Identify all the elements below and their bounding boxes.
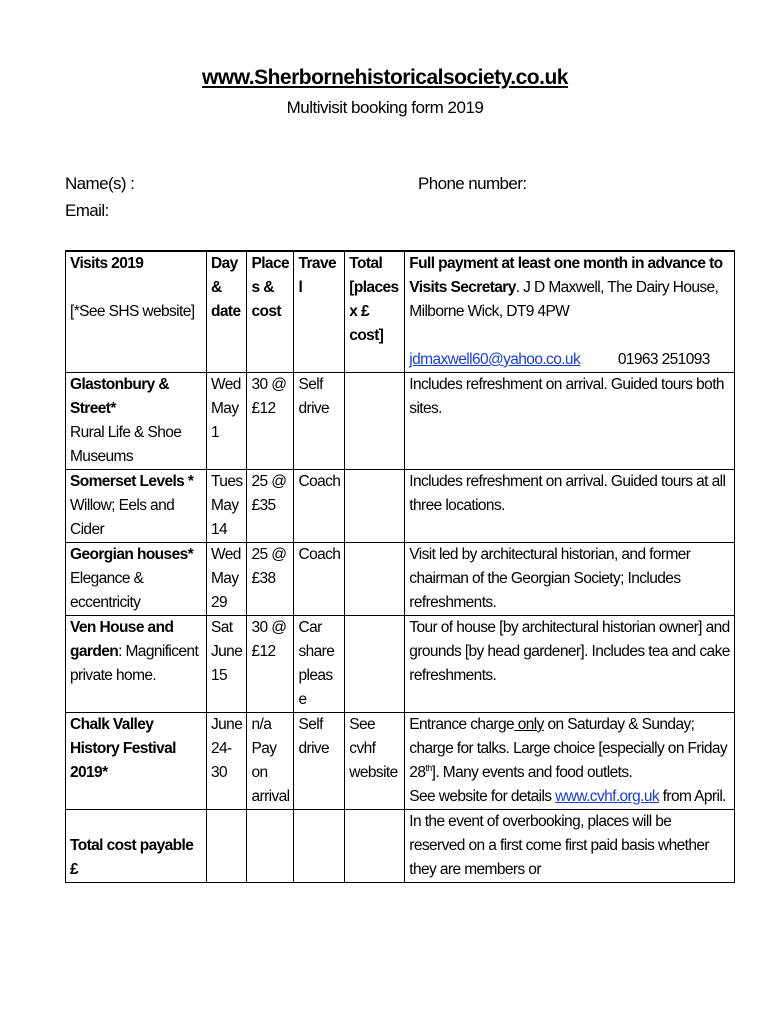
table-row: [66, 616, 735, 713]
visit-cell: [66, 543, 207, 616]
secretary-address: . J D Maxwell, The Dairy House, Milborne Wick, DT9 4PW: [409, 279, 719, 320]
notes-cell: Visit led by architectural historian, and former chairman of the Georgian Society; Includes refreshments.: [405, 543, 735, 616]
cvhf-website-link[interactable]: www.cvhf.org.uk: [555, 788, 660, 805]
header-total: Total [places x £ cost]: [345, 251, 405, 373]
table-row: [66, 470, 735, 543]
places-cost-cell: 25 @ £38: [247, 543, 294, 616]
day-date-cell: Wed May 1: [207, 373, 247, 470]
visit-cell: [66, 373, 207, 470]
visits-table: [65, 250, 735, 883]
notes-cell: Tour of house [by architectural historian owner] and grounds [by head gardener]. Includes tea and cake refreshments.: [405, 616, 735, 713]
notes-superscript: th: [425, 762, 432, 773]
email-field-label[interactable]: Email:: [65, 201, 109, 220]
overbooking-note: In the event of overbooking, places will be reserved on a first come first paid basis whether they are members or: [405, 810, 735, 883]
header-day-date: Day & date: [207, 251, 247, 373]
visit-title: Somerset Levels *: [70, 473, 194, 490]
notes-text: on Saturday & Sunday; charge for talks. Large choice [especially on Friday 28: [409, 716, 728, 781]
total-empty-cell: [294, 810, 345, 883]
secretary-email-link[interactable]: jdmaxwell60@yahoo.co.uk: [409, 351, 581, 368]
table-header-row: [66, 251, 735, 373]
travel-cell: Coach: [294, 543, 345, 616]
travel-cell: Coach: [294, 470, 345, 543]
header-payment-info: [405, 251, 735, 373]
notes-text: from April.: [659, 788, 726, 805]
total-cost-label-cell: [66, 810, 207, 883]
visit-title: Georgian houses*: [70, 546, 194, 563]
table-row: [66, 713, 735, 810]
day-date-cell: Wed May 29: [207, 543, 247, 616]
visit-cell: [66, 713, 207, 810]
travel-cell: Self drive: [294, 713, 345, 810]
visit-cell: [66, 470, 207, 543]
notes-cell: Includes refreshment on arrival. Guided tours both sites.: [405, 373, 735, 470]
header-travel: Trave l: [294, 251, 345, 373]
places-cost-cell: 30 @ £12: [247, 373, 294, 470]
notes-cell: [405, 713, 735, 810]
payment-title: Full payment at least one month in advance to: [409, 255, 723, 272]
notes-cell: Includes refreshment on arrival. Guided tours at all three locations.: [405, 470, 735, 543]
places-cost-cell: 25 @ £35: [247, 470, 294, 543]
total-empty-cell: [247, 810, 294, 883]
total-amount-cell[interactable]: [345, 810, 405, 883]
header-visits-label: Visits 2019: [70, 255, 144, 272]
travel-cell: Car share pleas e: [294, 616, 345, 713]
day-date-cell: Sat June 15: [207, 616, 247, 713]
notes-emphasis: only: [514, 716, 544, 733]
day-date-cell: June 24-30: [207, 713, 247, 810]
total-cell[interactable]: [345, 543, 405, 616]
notes-text: Entrance charge: [409, 716, 515, 733]
total-cost-label: Total cost payable £: [70, 837, 194, 878]
total-cell[interactable]: [345, 373, 405, 470]
total-cell[interactable]: [345, 470, 405, 543]
notes-text: See website for details: [409, 788, 556, 805]
day-date-cell: Tues May 14: [207, 470, 247, 543]
total-cell[interactable]: [345, 616, 405, 713]
secretary-phone: 01963 251093: [617, 351, 710, 368]
total-row: [66, 810, 735, 883]
table-row: [66, 373, 735, 470]
travel-cell: Self drive: [294, 373, 345, 470]
visit-title: Chalk Valley History Festival 2019*: [70, 716, 176, 781]
total-cell: See cvhf website: [345, 713, 405, 810]
header-visits-note: [*See SHS website]: [70, 303, 195, 320]
places-cost-cell: n/a Pay on arrival: [247, 713, 294, 810]
visit-title: Ven House and garden: [70, 619, 174, 660]
header-places-cost: Place s & cost: [247, 251, 294, 373]
site-url-title[interactable]: www.Sherbornehistoricalsociety.co.uk: [202, 66, 568, 89]
visits-secretary-label: Visits Secretary: [409, 279, 516, 296]
visit-subtitle: Rural Life & Shoe Museums: [70, 424, 182, 465]
visit-title: Glastonbury & Street*: [70, 376, 169, 417]
notes-text: ]. Many events and food outlets.: [431, 764, 633, 781]
table-row: [66, 543, 735, 616]
visit-subtitle: Willow; Eels and Cider: [70, 497, 175, 538]
header-visits: [66, 251, 207, 373]
phone-field-label[interactable]: Phone number:: [418, 174, 527, 193]
visit-subtitle: : Magnificent private home.: [70, 643, 199, 684]
form-subtitle: Multivisit booking form 2019: [286, 98, 484, 117]
names-field-label[interactable]: Name(s) :: [65, 174, 135, 193]
visit-cell: [66, 616, 207, 713]
visit-subtitle: Elegance & eccentricity: [70, 570, 144, 611]
places-cost-cell: 30 @ £12: [247, 616, 294, 713]
total-empty-cell: [207, 810, 247, 883]
